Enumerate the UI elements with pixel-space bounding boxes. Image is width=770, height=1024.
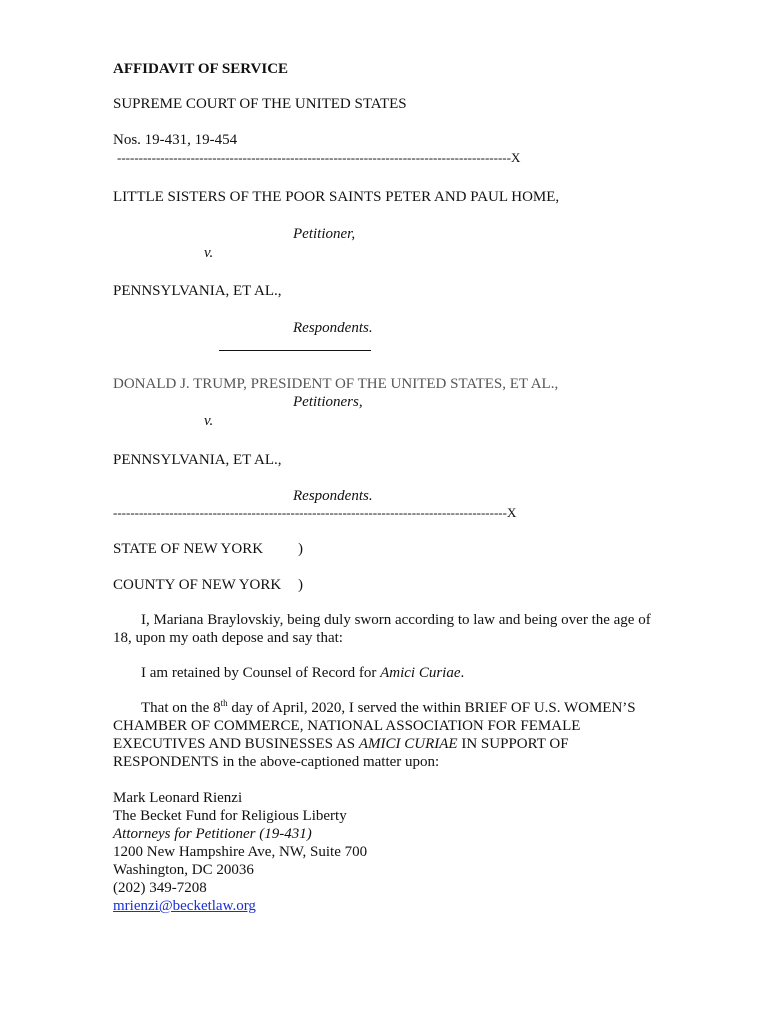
case2-respondent-party: PENNSYLVANIA, ET AL.,: [113, 452, 282, 468]
served-address-line2: Washington, DC 20036: [113, 862, 254, 878]
case1-respondent-party: PENNSYLVANIA, ET AL.,: [113, 283, 282, 299]
service-paragraph: [113, 699, 665, 771]
case2-respondent-role: Respondents.: [293, 488, 373, 504]
court-name: SUPREME COURT OF THE UNITED STATES: [113, 96, 407, 112]
service-text-b: day of April, 2020, I served the within BRIEF OF U.S. WOMEN’S CHAMBER OF COMMERCE, NATIONAL ASSOCIATION FOR FEMALE EXECUTIVES AND BUSINESSES AS: [113, 700, 636, 752]
case-numbers: Nos. 19-431, 19-454: [113, 132, 238, 148]
caption-separator-bottom: -------------------------------------------------------------------------------------------X: [113, 505, 517, 520]
case1-versus: v.: [204, 245, 214, 261]
served-role: Attorneys for Petitioner (19-431): [113, 826, 312, 842]
caption-separator-top: -------------------------------------------------------------------------------------------X: [117, 150, 521, 165]
retained-period: .: [460, 665, 465, 681]
service-text-a: That on the 8: [141, 700, 221, 716]
served-email-link[interactable]: mrienzi@becketlaw.org: [113, 898, 256, 914]
service-text-c: IN SUPPORT OF RESPONDENTS in the above-captioned matter upon:: [113, 736, 569, 770]
case-divider-line: [219, 350, 371, 351]
case1-petitioner-party: LITTLE SISTERS OF THE POOR SAINTS PETER AND PAUL HOME,: [113, 189, 560, 205]
retained-amici: Amici Curiae: [380, 665, 461, 681]
retained-paragraph: [141, 664, 661, 682]
case2-petitioner-party: DONALD J. TRUMP, PRESIDENT OF THE UNITED STATES, ET AL.,: [113, 376, 559, 392]
venue-county-paren: ): [298, 577, 303, 593]
served-organization: The Becket Fund for Religious Liberty: [113, 808, 347, 824]
case2-petitioner-role: Petitioners,: [293, 394, 363, 410]
ordinal-suffix: th: [220, 698, 228, 708]
case2-versus: v.: [204, 413, 214, 429]
venue-county: COUNTY OF NEW YORK: [113, 577, 282, 593]
served-name: Mark Leonard Rienzi: [113, 790, 243, 806]
case1-petitioner-role: Petitioner,: [293, 226, 356, 242]
venue-state-paren: ): [298, 541, 303, 557]
served-address-line1: 1200 New Hampshire Ave, NW, Suite 700: [113, 844, 368, 860]
retained-text: I am retained by Counsel of Record for: [141, 665, 381, 681]
document-heading: AFFIDAVIT OF SERVICE: [113, 61, 289, 77]
venue-state: STATE OF NEW YORK: [113, 541, 264, 557]
case1-respondent-role: Respondents.: [293, 320, 373, 336]
oath-paragraph: I, Mariana Braylovskiy, being duly sworn according to law and being over the age of 18, upon my oath depose and say that:: [113, 612, 651, 646]
service-amici: AMICI CURIAE: [358, 736, 458, 752]
served-phone: (202) 349-7208: [113, 880, 207, 896]
